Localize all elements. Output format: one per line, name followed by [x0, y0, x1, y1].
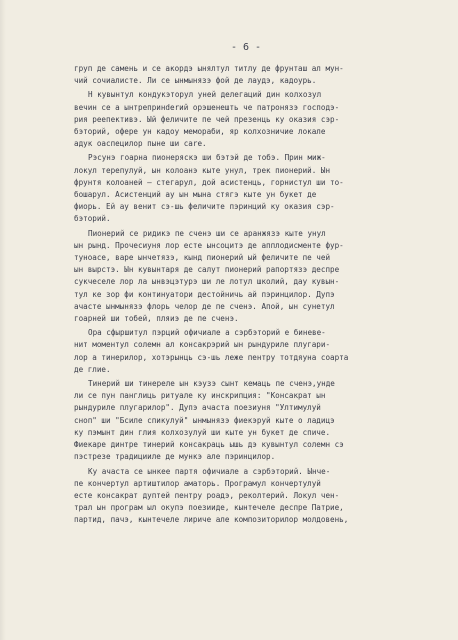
paragraph [74, 228, 418, 326]
text-line: ын вырстэ. Ын кувынтаря де салут пионерий рапортязэ деспре [74, 265, 340, 275]
text-line: тунoасе, варе ынчетязэ, кынд пионерий ый феличите пе чей [74, 253, 331, 263]
text-line: Оpa сфыршитул пэрций офичиале а сэрбэторий е биневе- [88, 328, 326, 338]
text-line: груп де самень и се акордэ ынялтул титлу де фрунташ ал мун- [74, 64, 344, 73]
text-line: бэторий, офере ун кадоу мемораби, яр колхозничие локале [74, 127, 326, 137]
text-line: тул ке зор фи континуатори дестойничь ай пэринцилор. Дупэ [74, 289, 335, 299]
text-line: локул терепулуй, ын колоанэ кыте унул, трек пионерий. Ын [74, 165, 331, 175]
text-line: рия реепективэ. Ый феличите пе чей презенць ку оказия сэр- [74, 114, 340, 124]
text-line: ли се пун панглиць ритуале ку инскрипция: "Консакрат ын [74, 391, 326, 401]
text-line: Н кувынтул кондукэторул уней делегаций дин колхозул [88, 90, 322, 100]
text-line: чий сочиалисте. Ли се ынмынязэ фой де лаудэ, кадоурь. [74, 76, 317, 86]
text-line: де глие. [74, 364, 111, 374]
text-line: Ку ачаста се ынкее партя офичиале а сэрбэторий. Ынче- [88, 466, 331, 476]
text-line: пэстрезе традицииле де мункэ але пэринцилор. [74, 452, 276, 462]
text-line: партид, пачэ, кынтечеле лириче але композиторилор молдовень, [74, 515, 349, 525]
page-edge-shadow [0, 0, 6, 640]
text-line: ын рынд. Прочесиуня лор есте ынсоцитэ де апплодисменте фур- [74, 240, 344, 250]
text-line: Фиекаре динтре тинерий консакраць ышь дэ кувынтул солемн сэ [74, 440, 344, 450]
page-number: - 6 - [230, 42, 262, 53]
text-line: вечин се а ынтрепринderий орэшенешть че патронязэ господэ- [74, 102, 340, 112]
document-body [74, 63, 418, 527]
paragraph [74, 466, 418, 527]
text-line: лор а тинерилор, хотэрынць сэ-шь леже пентру тотдяуна соарта [74, 352, 349, 362]
text-line: сукчеселе лор ла ынвэцэтурэ ши ле лотул школий, дау кувын- [74, 277, 340, 287]
paragraph [74, 327, 418, 376]
text-line: адук оаспецилор пыне ши сare. [74, 139, 207, 149]
text-line: Рэсунэ гоарна пионеряскэ ши бэтэй де тобэ. Прин миж- [88, 153, 326, 163]
text-line: Пионерий се ридикэ пе сченэ ши се аранжязэ кыте унул [88, 228, 326, 238]
text-line: сноп" ши "Бсиле спикулуй" ынмынязэ фиекэруй кыте о ладицэ [74, 415, 335, 425]
text-line: фрунтя колоаней – стегарул, дой асистенць, горнистул ши то- [74, 177, 344, 187]
text-line: фиорь. Ей ау венит сэ-шь феличите пэринций ку оказия сэр- [74, 202, 335, 212]
text-line: ку пэмынт дин глия колхозулуй ши кыте ун букет де спиче. [74, 427, 331, 437]
text-line: рындуриле плугарилор". Дупэ ачаста поезиуня "Ултимулуй [74, 403, 321, 413]
text-line: есте консакрат дуптей пентру роадэ, рекoлтерий. Локул чен- [74, 490, 340, 500]
text-line: нит моментул солемн ал консакрэрий ын рындуриле плугари- [74, 340, 331, 350]
paragraph [74, 63, 418, 87]
text-line: бошарул. Асистенций ау ын мына стягэ кыте ун букет де [74, 190, 317, 200]
text-line: трал ын програм ыл окупэ поезииде, кынтечеле деспре Патрие, [74, 503, 344, 513]
text-line: гоарней ши тобей, пляиэ де пе сченэ. [74, 314, 239, 324]
paragraph [74, 152, 418, 225]
text-line: пе кончертул артиштилор аматорь. Програмул кончертулуй [74, 478, 321, 488]
paragraph [74, 89, 418, 150]
text-line: бэторий. [74, 214, 111, 224]
text-line: Тинерий ши тинереле ын кэузэ сынт кемаць пе сченэ,унде [88, 379, 335, 389]
text-line: ачасте ынмынязэ флорь челор де пе сченэ. Апой, ын сунетул [74, 301, 335, 311]
paragraph [74, 378, 418, 463]
